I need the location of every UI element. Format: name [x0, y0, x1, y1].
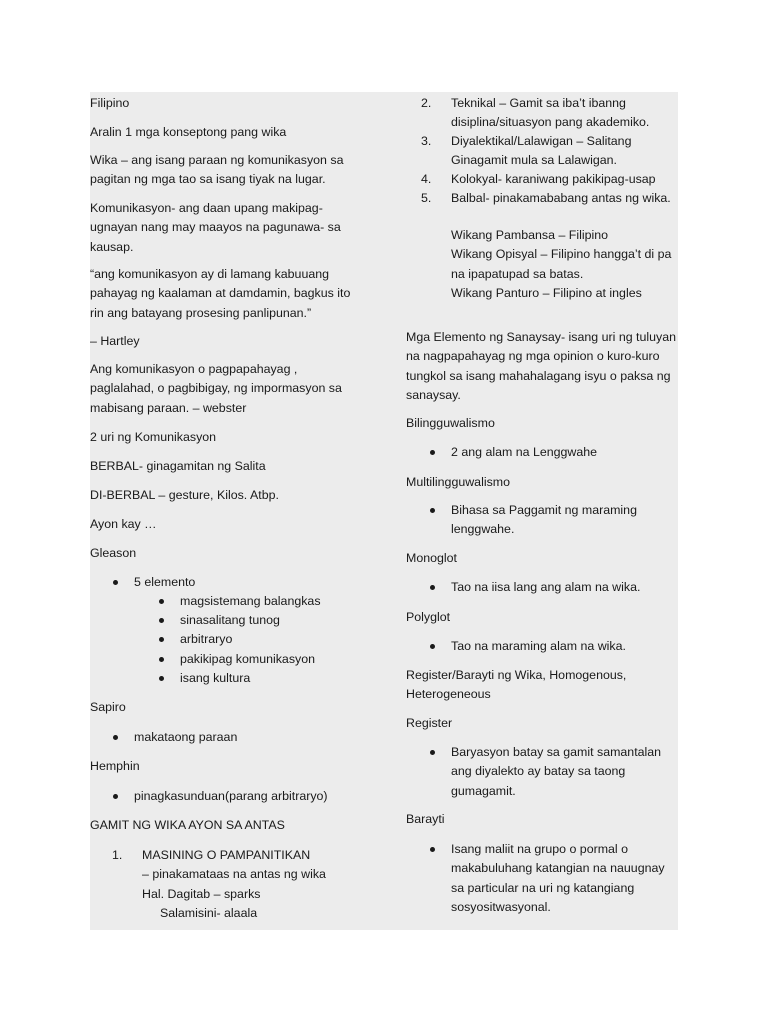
berbal-text: BERBAL- ginagamitan ng Salita — [90, 459, 266, 473]
uri-heading: 2 uri ng Komunikasyon — [90, 430, 217, 444]
list-item: Isang maliit na grupo o pormal o makabuluhang katangian na nauugnay sa particular na uri ng katangiang sosyositwasyonal. — [451, 840, 665, 918]
lesson-title: Aralin 1 mga konseptong pang wika — [90, 125, 287, 139]
list-item: makataong paraan — [134, 728, 237, 747]
antas-item-4: 4. Kolokyal- karaniwang pakikipag-usap — [421, 172, 656, 186]
antas-item-5: 5. Balbal- pinakamababang antas ng wika. — [421, 191, 671, 205]
sanaysay-definition: Mga Elemento ng Sanaysay- isang uri ng tuluyan na nagpapahayag ng mga opinion o kuro-kuro tungkol sa isang mahahalagang isyu o paksa ng sanaysay. — [406, 330, 676, 403]
polyglot-heading: Polyglot — [406, 610, 451, 624]
monoglot-heading: Monoglot — [406, 551, 457, 565]
gamit-heading: GAMIT NG WIKA AYON SA ANTAS — [90, 818, 285, 832]
hartley-quote: “ang komunikasyon ay di lamang kabuuang pahayag ng kaalaman at damdamin, bagkus ito rin ang batayang prosesing panlipunan.” — [90, 267, 351, 320]
sapiro-heading: Sapiro — [90, 700, 126, 714]
wika-definition: Wika – ang isang paraan ng komunikasyon sa pagitan ng mga tao sa isang tiyak na lugar. — [90, 153, 344, 187]
di-berbal-text: DI-BERBAL – gesture, Kilos. Atbp. — [90, 488, 279, 502]
list-item: sinasalitang tunog — [180, 611, 280, 630]
webster-definition: Ang komunikasyon o pagpapahayag , paglalahad, o pagbibigay, ng impormasyon sa mabisang paraan. – webster — [90, 362, 342, 415]
antas-item-2: 2. Teknikal – Gamit sa iba’t ibanng disiplina/situasyon pang akademiko. — [421, 96, 650, 130]
list-item: isang kultura — [180, 669, 250, 688]
komunikasyon-definition: Komunikasyon- ang daan upang makipag- ugnayan nang may maayos na pagunawa- sa kausap. — [90, 201, 341, 254]
list-item: Tao na maraming alam na wika. — [451, 637, 626, 656]
multilingguwalismo-heading: Multilingguwalismo — [406, 475, 510, 489]
list-item: pakikipag komunikasyon — [180, 650, 315, 669]
subject-title: Filipino — [90, 96, 130, 110]
list-item: pinagkasunduan(parang arbitraryo) — [134, 787, 328, 806]
document-page — [90, 92, 678, 930]
gleason-heading: Gleason — [90, 546, 137, 560]
hemphin-heading: Hemphin — [90, 759, 140, 773]
wikang-list: Wikang Pambansa – Filipino Wikang Opisyal – Filipino hangga’t di pa na ipapatupad sa batas. Wikang Panturo – Filipino at ingles — [451, 228, 672, 301]
ayon-kay-text: Ayon kay … — [90, 517, 157, 531]
list-item: Baryasyon batay sa gamit samantalan ang diyalekto ay batay sa taong gumagamit. — [451, 743, 661, 801]
bilingguwalismo-heading: Bilingguwalismo — [406, 416, 495, 430]
list-item: magsistemang balangkas — [180, 592, 321, 611]
list-item: 2 ang alam na Lenggwahe — [451, 443, 597, 462]
list-item: arbitraryo — [180, 630, 232, 649]
antas-item-3: 3. Diyalektikal/Lalawigan – Salitang Ginagamit mula sa Lalawigan. — [421, 134, 632, 168]
register-heading: Register — [406, 716, 453, 730]
quote-author: – Hartley — [90, 334, 140, 348]
list-item: Tao na iisa lang ang alam na wika. — [451, 578, 640, 597]
list-item: 5 elemento — [134, 573, 195, 592]
barayti-heading: Barayti — [406, 812, 445, 826]
antas-item-1: 1. MASINING O PAMPANITIKAN – pinakamataas na antas ng wika Hal. Dagitab – sparks Salamisini- alaala — [112, 848, 326, 921]
list-item: Bihasa sa Paggamit ng maraming lenggwahe. — [451, 501, 637, 540]
register-barayti-heading: Register/Barayti ng Wika, Homogenous, Heterogeneous — [406, 668, 627, 702]
